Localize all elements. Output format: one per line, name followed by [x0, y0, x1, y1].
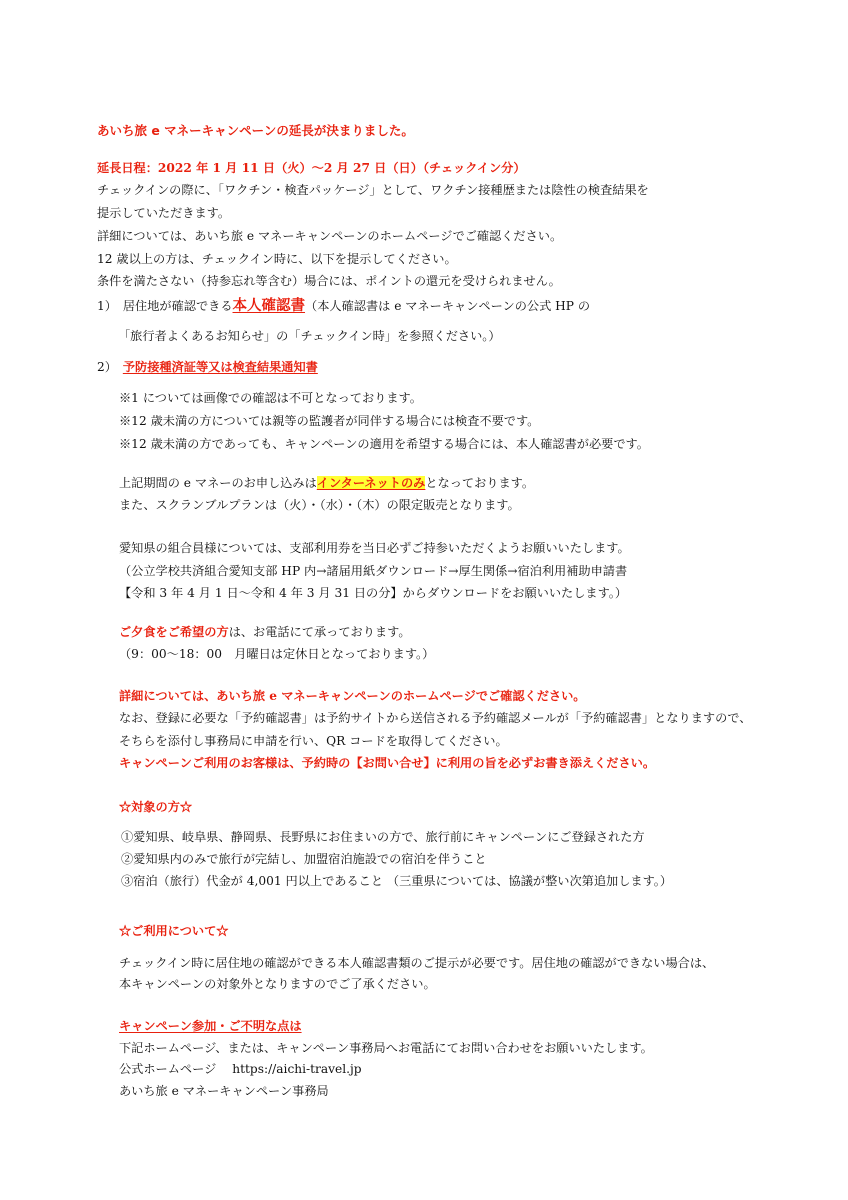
official-site-label: 公式ホームページ	[119, 1062, 217, 1076]
target-item: ③宿泊（旅行）代金が 4,001 円以上であること （三重県については、協議が整い次第追加します。）	[121, 874, 673, 888]
note-line: ※12 歳未満の方については親等の監護者が同伴する場合には検査不要です。	[119, 414, 540, 428]
union-line: 【令和 3 年 4 月 1 日～令和 4 年 3 月 31 日の分】からダウンロードをお願いいたします。）	[119, 586, 628, 600]
note-line: ※12 歳未満の方であっても、キャンペーンの適用を希望する場合には、本人確認書が必要です。	[119, 437, 649, 451]
id-document-highlight: 本人確認書	[232, 297, 306, 314]
usage-line: チェックイン時に居住地の確認ができる本人確認書類のご提示が必要です。居住地の確認ができない場合は、	[119, 956, 715, 970]
scramble-plan-line: また、スクランブルプランは（火）・（水）・（木）の限定販売となります。	[119, 498, 520, 512]
official-site-line	[119, 1061, 362, 1077]
target-item: ②愛知県内のみで旅行が完結し、加盟宿泊施設での宿泊を伴うこと	[121, 852, 487, 866]
internet-text: 上記期間の e マネーのお申し込みは	[119, 476, 317, 490]
dinner-text: は、お電話にて承っております。	[228, 625, 411, 639]
details-notice: 詳細については、あいち旅 e マネーキャンペーンのホームページでご確認ください。	[119, 689, 586, 703]
internet-only-highlight: インターネットのみ	[316, 476, 426, 490]
item-number: 1）	[97, 299, 117, 313]
campaign-office: あいち旅 e マネーキャンペーン事務局	[119, 1084, 329, 1098]
official-site-link[interactable]: https://aichi-travel.jp	[232, 1062, 362, 1076]
dinner-line	[119, 624, 411, 640]
extension-period: 延長日程：2022 年 1 月 11 日（火）～2 月 27 日（日）（チェックイン分）	[97, 161, 526, 175]
internet-text: となっております。	[425, 476, 535, 490]
details-line: そちらを添付し事務局に申請を行い、QR コードを取得してください。	[119, 734, 508, 748]
vaccination-certificate-highlight: 予防接種済証等又は検査結果通知書	[122, 360, 318, 374]
target-item: ①愛知県、岐阜県、静岡県、長野県にお住まいの方で、旅行前にキャンペーンにご登録された方	[121, 830, 645, 844]
item-continuation: 「旅行者よくあるお知らせ」の「チェックイン時」を参照ください。）	[118, 329, 501, 343]
details-line: なお、登録に必要な「予約確認書」は予約サイトから送信される予約確認メールが「予約確認書」となりますので、	[119, 711, 752, 725]
contact-line: 下記ホームページ、または、キャンペーン事務局へお電話にてお問い合わせをお願いいたします。	[119, 1041, 653, 1055]
intro-line: 詳細については、あいち旅 e マネーキャンペーンのホームページでご確認ください。	[97, 229, 563, 243]
contact-heading: キャンペーン参加・ご不明な点は	[119, 1019, 302, 1033]
business-hours: （9：00～18：00 月曜日は定休日となっております。）	[119, 647, 435, 661]
intro-line: チェックインの際に、「ワクチン・検査パッケージ」として、ワクチン接種歴または陰性の検査結果を	[97, 183, 649, 197]
usage-heading: ☆ご利用について☆	[119, 924, 229, 938]
intro-line: 条件を満たさない（持参忘れ等含む）場合には、ポイントの還元を受けられません。	[97, 274, 561, 288]
intro-line: 提示していただきます。	[97, 206, 231, 220]
item-text: （本人確認書は e マネーキャンペーンの公式 HP の	[305, 299, 591, 313]
item-number: 2）	[97, 360, 117, 374]
requirement-item-2	[97, 359, 318, 375]
usage-line: 本キャンペーンの対象外となりますのでご了承ください。	[119, 977, 436, 991]
item-text: 居住地が確認できる	[122, 299, 233, 313]
intro-line: 12 歳以上の方は、チェックイン時に、以下を提示してください。	[97, 252, 457, 266]
internet-only-line	[119, 475, 534, 491]
note-line: ※1 については画像での確認は不可となっております。	[119, 391, 422, 405]
requirement-item-1	[97, 298, 590, 314]
inquiry-notice: キャンペーンご利用のお客様は、予約時の【お問い合せ】に利用の旨を必ずお書き添えください。	[119, 756, 656, 770]
target-heading: ☆対象の方☆	[119, 800, 193, 814]
union-line: 愛知県の組合員様については、支部利用券を当日必ずご持参いただくようお願いいたします。	[119, 541, 630, 555]
dinner-highlight: ご夕食をご希望の方	[119, 625, 229, 639]
union-line: （公立学校共済組合愛知支部 HP 内→諸届用紙ダウンロード→厚生関係→宿泊利用補助申請書	[119, 564, 628, 578]
document-title: あいち旅 e マネーキャンペーンの延長が決まりました。	[97, 123, 414, 138]
